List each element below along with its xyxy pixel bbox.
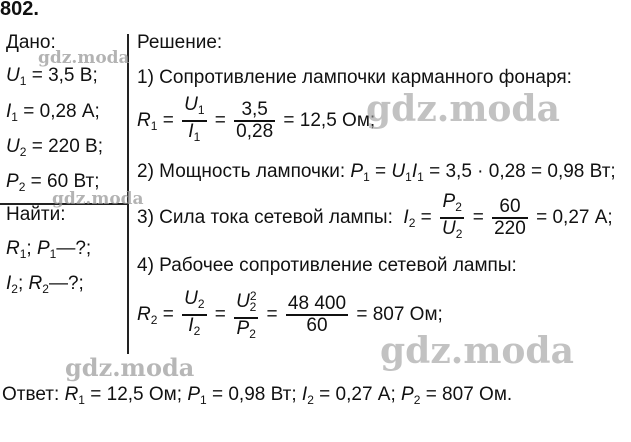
step-1-text: 1) Сопротивление лампочки карманного фонаря: <box>137 67 572 88</box>
find-line-2: $I_2$; $R_2—$?; <box>6 273 84 296</box>
given-u1: $U_1 = 3,5$ В; <box>6 65 98 88</box>
watermark-1: gdz.moda <box>38 48 130 68</box>
step-1-formula: $R_1$ = $\frac{U_1}{I_1}$ = $\frac{3,5}{0,28}$ = 12,5 Ом; <box>137 95 375 147</box>
fraction-values-4: $\frac{48 400}{60}$ <box>287 293 347 336</box>
solution-heading: Решение: <box>137 32 223 53</box>
step-3-formula: 3) Сила тока сетевой лампы: $I_2$ = $\frac{P_2}{U_2}$ = $\frac{60}{220}$ = 0,27 А; <box>137 192 613 244</box>
find-heading: Найти: <box>6 204 66 225</box>
given-u2: $U_2 = 220$ В; <box>6 136 104 159</box>
fraction-values-1: $\frac{3,5}{0,28}$ <box>236 99 274 142</box>
given-p2: $P_2 = 60$ Вт; <box>6 171 100 194</box>
fraction-u2sq-p2: $\frac{U^2_2}{P_2}$ <box>236 289 257 341</box>
given-heading: Дано: <box>6 32 56 53</box>
watermark-2: gdz.moda <box>52 189 144 209</box>
fraction-u1-i1: $\frac{U_1}{I_1}$ <box>184 94 205 144</box>
problem-number: 802. <box>0 0 39 20</box>
given-i1: $I_1 = 0,28$ А; <box>6 101 100 124</box>
step-4-text: 4) Рабочее сопротивление сетевой лампы: <box>137 255 517 276</box>
fraction-values-3: $\frac{60}{220}$ <box>494 196 526 239</box>
find-line-1: $R_1$; $P_1—$?; <box>6 238 92 261</box>
step-2-text: 2) Мощность лампочки: $P_1 = U_1I_1 = 3,5 \cdot 0,28 = 0,98$ Вт; <box>137 161 616 184</box>
watermark-3: gdz.moda <box>366 88 560 130</box>
watermark-5: gdz.moda <box>380 330 574 372</box>
answer-line: Ответ: $R_1 = 12,5$ Ом; $P_1 = 0,98$ Вт; $I_2 = 0,27$ А; $P_2 = 807$ Ом. <box>2 384 513 407</box>
vertical-divider <box>127 34 129 354</box>
watermark-4: gdz.moda <box>65 353 195 382</box>
step-4-formula: $R_2$ = $\frac{U_2}{I_2}$ = $\frac{U^2_2}{P_2}$ = $\frac{48 400}{60}$ = 807 Ом; <box>137 286 443 344</box>
fraction-u2-i2: $\frac{U_2}{I_2}$ <box>184 288 205 338</box>
fraction-p2-u2: $\frac{P_2}{U_2}$ <box>442 191 463 241</box>
